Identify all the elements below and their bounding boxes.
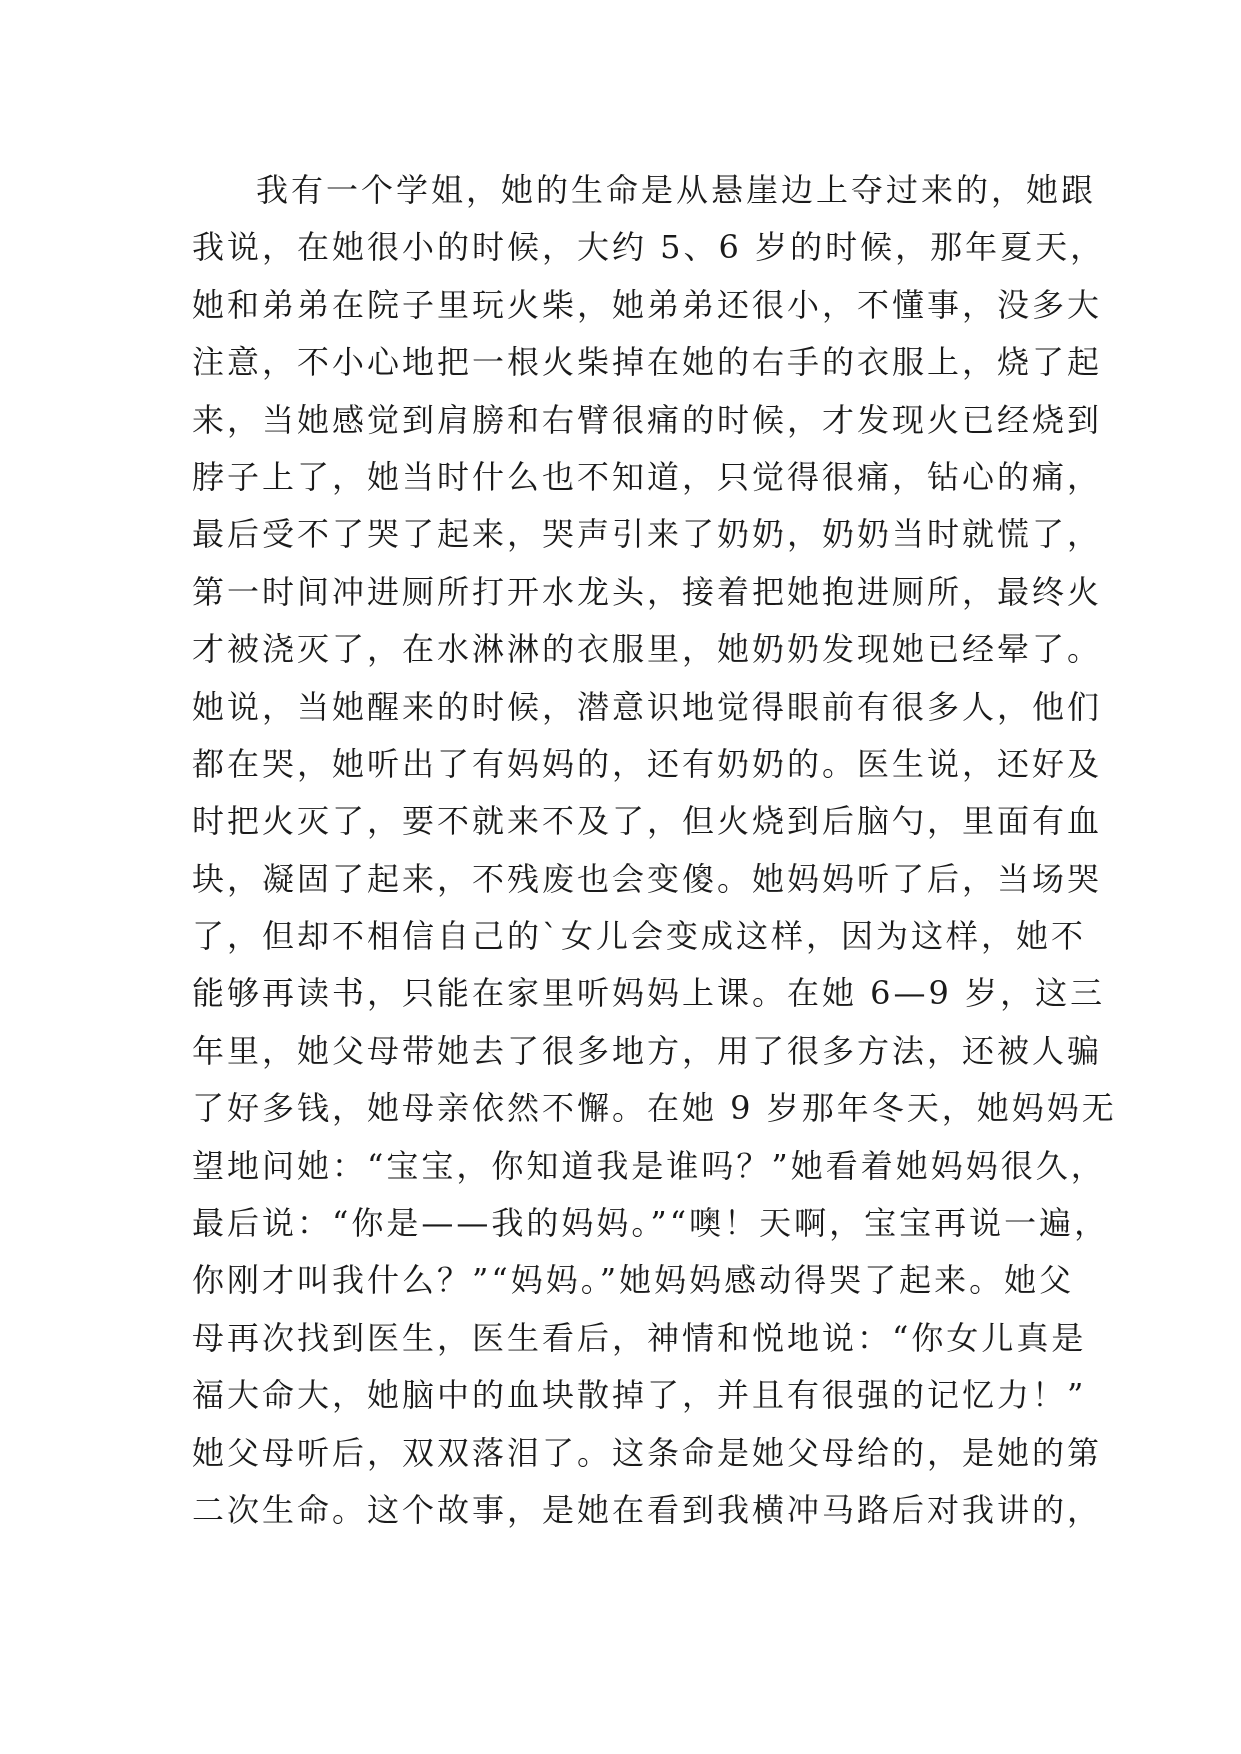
text-line-14: 了，但却不相信自己的`女儿会变成这样，因为这样，她不 — [192, 917, 1087, 956]
text-line-8: 第一时间冲进厕所打开水龙头，接着把她抱进厕所，最终火 — [192, 572, 1103, 611]
text-line-2: 我说，在她很小的时候，大约 5、6 岁的时候，那年夏天， — [192, 228, 1106, 267]
text-line-3: 她和弟弟在院子里玩火柴，她弟弟还很小，不懂事，没多大 — [192, 285, 1103, 324]
text-line-19: 最后说：“你是——我的妈妈。”“噢！天啊，宝宝再说一遍， — [192, 1204, 1110, 1243]
text-line-24: 二次生命。这个故事，是她在看到我横冲马路后对我讲的， — [192, 1490, 1103, 1529]
text-line-16: 年里，她父母带她去了很多地方，用了很多方法，还被人骗 — [192, 1031, 1103, 1070]
text-line-23: 她父母听后，双双落泪了。这条命是她父母给的，是她的第 — [192, 1433, 1103, 1472]
text-line-4: 注意，不小心地把一根火柴掉在她的右手的衣服上，烧了起 — [192, 343, 1103, 382]
text-line-12: 时把火灭了，要不就来不及了，但火烧到后脑勺，里面有血 — [192, 802, 1103, 841]
text-line-15: 能够再读书，只能在家里听妈妈上课。在她 6—9 岁，这三 — [192, 974, 1106, 1013]
text-line-20: 你刚才叫我什么？”“妈妈。”她妈妈感动得哭了起来。她父 — [192, 1261, 1075, 1300]
text-line-10: 她说，当她醒来的时候，潜意识地觉得眼前有很多人，他们 — [192, 687, 1103, 726]
body-paragraph — [192, 162, 1117, 1539]
text-line-21: 母再次找到医生，医生看后，神情和悦地说：“你女儿真是 — [192, 1318, 1087, 1357]
text-line-13: 块，凝固了起来，不残废也会变傻。她妈妈听了后，当场哭 — [192, 859, 1103, 898]
text-line-18: 望地问她：“宝宝，你知道我是谁吗？”她看着她妈妈很久， — [192, 1146, 1106, 1185]
text-line-6: 脖子上了，她当时什么也不知道，只觉得很痛，钻心的痛， — [192, 457, 1103, 496]
text-line-17: 了好多钱，她母亲依然不懈。在她 9 岁那年冬天，她妈妈无 — [192, 1089, 1117, 1128]
text-line-11: 都在哭，她听出了有妈妈的，还有奶奶的。医生说，还好及 — [192, 744, 1103, 783]
text-line-22: 福大命大，她脑中的血块散掉了，并且有很强的记忆力！” — [192, 1376, 1087, 1415]
text-line-7: 最后受不了哭了起来，哭声引来了奶奶，奶奶当时就慌了， — [192, 515, 1103, 554]
text-line-5: 来，当她感觉到肩膀和右臂很痛的时候，才发现火已经烧到 — [192, 400, 1103, 439]
text-line-1: 我有一个学姐，她的生命是从悬崖边上夺过来的，她跟 — [256, 171, 1097, 209]
text-line-9: 才被浇灭了，在水淋淋的衣服里，她奶奶发现她已经晕了。 — [192, 630, 1103, 669]
